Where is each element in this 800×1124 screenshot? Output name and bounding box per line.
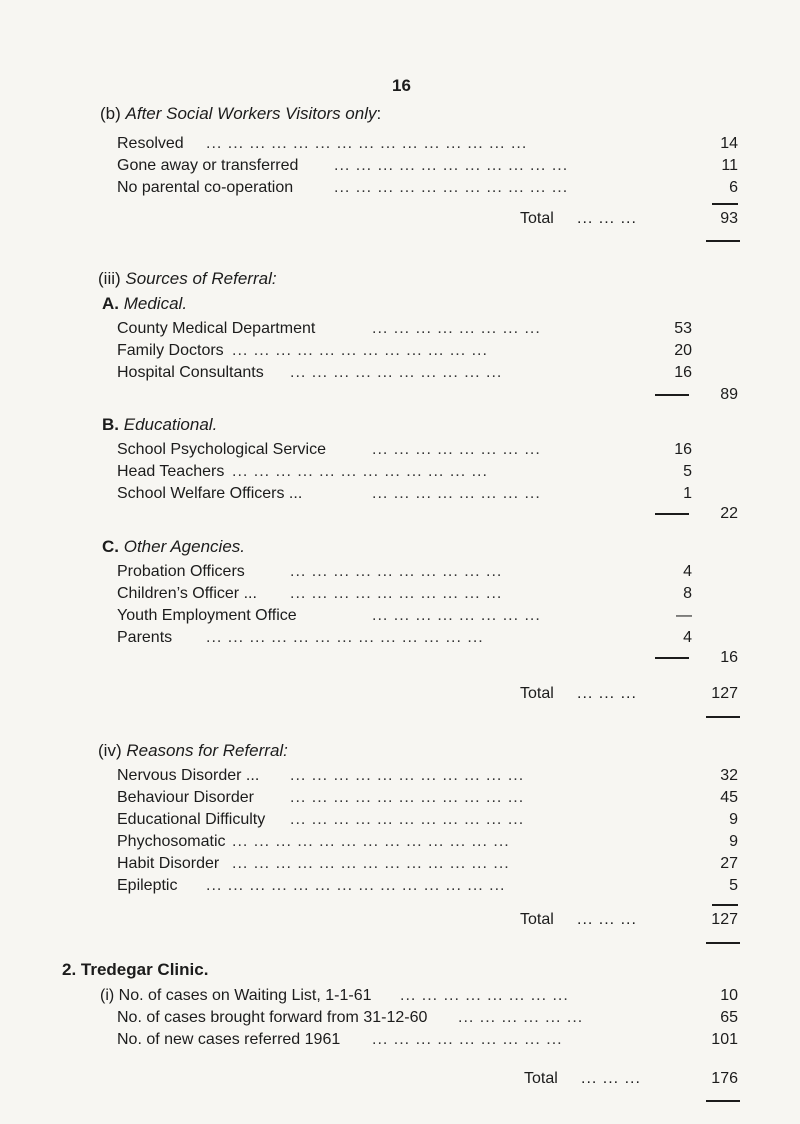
total-value: 176 [711, 1070, 738, 1087]
list-item: Habit Disorder ... ... ... ... ... ... ... ... ... ... ... ... ... 27 [117, 855, 738, 872]
total-label: Total [520, 685, 554, 702]
list-item: Head Teachers ... ... ... ... ... ... ... ... ... ... ... ... 5 [117, 463, 692, 480]
divider [706, 716, 740, 718]
list-item: Family Doctors ... ... ... ... ... ... ... ... ... ... ... ... 20 [117, 342, 692, 359]
list-item: Epileptic ... ... ... ... ... ... ... ... ... ... ... ... ... ... 5 [117, 877, 738, 894]
list-item: Hospital Consultants ... ... ... ... ... ... ... ... ... ... 16 [117, 364, 692, 381]
group-a-heading: A. Medical. [102, 294, 188, 313]
section-b-title: After Social Workers Visitors only [125, 104, 377, 123]
total-label: Total [520, 911, 554, 928]
list-item: Phychosomatic ... ... ... ... ... ... ... ... ... ... ... ... ... 9 [117, 833, 738, 850]
total-label: Total [524, 1070, 558, 1087]
divider [655, 394, 689, 396]
divider [706, 1100, 740, 1102]
section-iii-heading: (iii) Sources of Referral: [98, 269, 277, 288]
list-item: Nervous Disorder ... ... ... ... ... ... ... ... ... ... ... ... 32 [117, 767, 738, 784]
section-b-colon: : [376, 104, 382, 123]
subtotal-value: 22 [720, 505, 738, 522]
list-item: Resolved ... ... ... ... ... ... ... ... ... ... ... ... ... ... ... 14 [117, 135, 738, 152]
divider [712, 203, 738, 205]
list-item: County Medical Department ... ... ... ... ... ... ... ... 53 [117, 320, 692, 337]
list-item: Educational Difficulty ... ... ... ... ... ... ... ... ... ... ... 9 [117, 811, 738, 828]
list-item: Behaviour Disorder ... ... ... ... ... ... ... ... ... ... ... 45 [117, 789, 738, 806]
total-value: 93 [720, 210, 738, 227]
list-item: School Psychological Service ... ... ... ... ... ... ... ... 16 [117, 441, 692, 458]
divider [712, 904, 738, 906]
page-number: 16 [392, 76, 411, 95]
total-label: Total [520, 210, 554, 227]
section-iv-heading: (iv) Reasons for Referral: [98, 741, 288, 760]
document-page: 16 (b) After Social Workers Visitors only: Resolved ... ... ... ... ... ... ... ... ... ... ... ... ... ... ... 14 Gone away or transferred ... ... ... ... ... ... ... ... ... ... ... 11 No parental co-operation ... ... ... ... ... ... ... ... ... ... ... 6 Total ... ... ... 93 (iii) Sources of Referral: A. Medical. County Medical Department ... ... ... ... ... ... ... ... 53 Family Doctors ... ... ... ... ... ... ... ... ... ... ... ... 20 Hospital Consultants ... ... ... ... ... ... ... ... ... ... 16 89 B. Educational. School Psychological Service ... ... ... ... ... ... ... ... 16 Head Teachers ... ... ... ... ... ... ... ... ... ... ... ... 5 School Welfare Officers ... ... ... ... ... ... ... ... ... 1 22 C. Other Agencies. Probation Officers ... ... ... ... ... ... ... ... ... ... 4 Children’s Officer ... ... ... ... ... ... ... ... ... ... ... 8 Youth Employment Office ... ... ... ... ... ... ... ... — Parents ... ... ... ... ... ... ... ... ... ... ... ... ... 4 16 Total ... ... ... 127 (iv) Reasons for Referral: Nervous Disorder ... ... ... ... ... ... ... ... ... ... ... ... 32 Behaviour Disorder ... ... ... ... ... ... ... ... ... ... ... 45 Educational Difficulty ... ... ... ... ... ... ... ... ... ... ... 9 Phychosomatic ... ... ... ... ... ... ... ... ... ... ... ... ... 9 Habit Disorder ... ... ... ... ... ... ... ... ... ... ... ... ... 27 Epileptic ... ... ... ... ... ... ... ... ... ... ... ... ... ... 5 Total ... ... ... 127 2. Tredegar Clinic. (i) No. of cases on Waiting List, 1-1-61 ... ... ... ... ... ... ... ... 10 No. of cases brought forward from 31-12-60 ... ... ... ... ... ... 65 No. of new cases referred 1961 ... ... ... ... ... ... ... ... ... 101 Total ... ... ... 176 [0, 0, 800, 1124]
group-c-heading: C. Other Agencies. [102, 537, 246, 556]
list-item: Children’s Officer ... ... ... ... ... ... ... ... ... ... ... 8 [117, 585, 692, 602]
list-item: No. of cases brought forward from 31-12-60 ... ... ... ... ... ... 65 [117, 1009, 738, 1026]
list-item: No. of new cases referred 1961 ... ... ... ... ... ... ... ... ... 101 [117, 1031, 738, 1048]
list-item: Parents ... ... ... ... ... ... ... ... ... ... ... ... ... 4 [117, 629, 692, 646]
total-value: 127 [711, 685, 738, 702]
tredegar-heading: 2. Tredegar Clinic. [62, 960, 209, 979]
section-b-prefix: (b) [100, 104, 121, 123]
list-item: No parental co-operation ... ... ... ... ... ... ... ... ... ... ... 6 [117, 179, 738, 196]
subtotal-value: 89 [720, 386, 738, 403]
divider [706, 942, 740, 944]
list-item: School Welfare Officers ... ... ... ... ... ... ... ... ... 1 [117, 485, 692, 502]
list-item: Probation Officers ... ... ... ... ... ... ... ... ... ... 4 [117, 563, 692, 580]
list-item: (i) No. of cases on Waiting List, 1-1-61 ... ... ... ... ... ... ... ... 10 [100, 987, 738, 1004]
list-item: Youth Employment Office ... ... ... ... ... ... ... ... — [117, 607, 692, 624]
total-value: 127 [711, 911, 738, 928]
subtotal-value: 16 [720, 649, 738, 666]
divider [706, 240, 740, 242]
section-b-heading [100, 104, 381, 124]
list-item: Gone away or transferred ... ... ... ... ... ... ... ... ... ... ... 11 [117, 157, 738, 174]
divider [655, 513, 689, 515]
group-b-heading: B. Educational. [102, 415, 218, 434]
divider [655, 657, 689, 659]
